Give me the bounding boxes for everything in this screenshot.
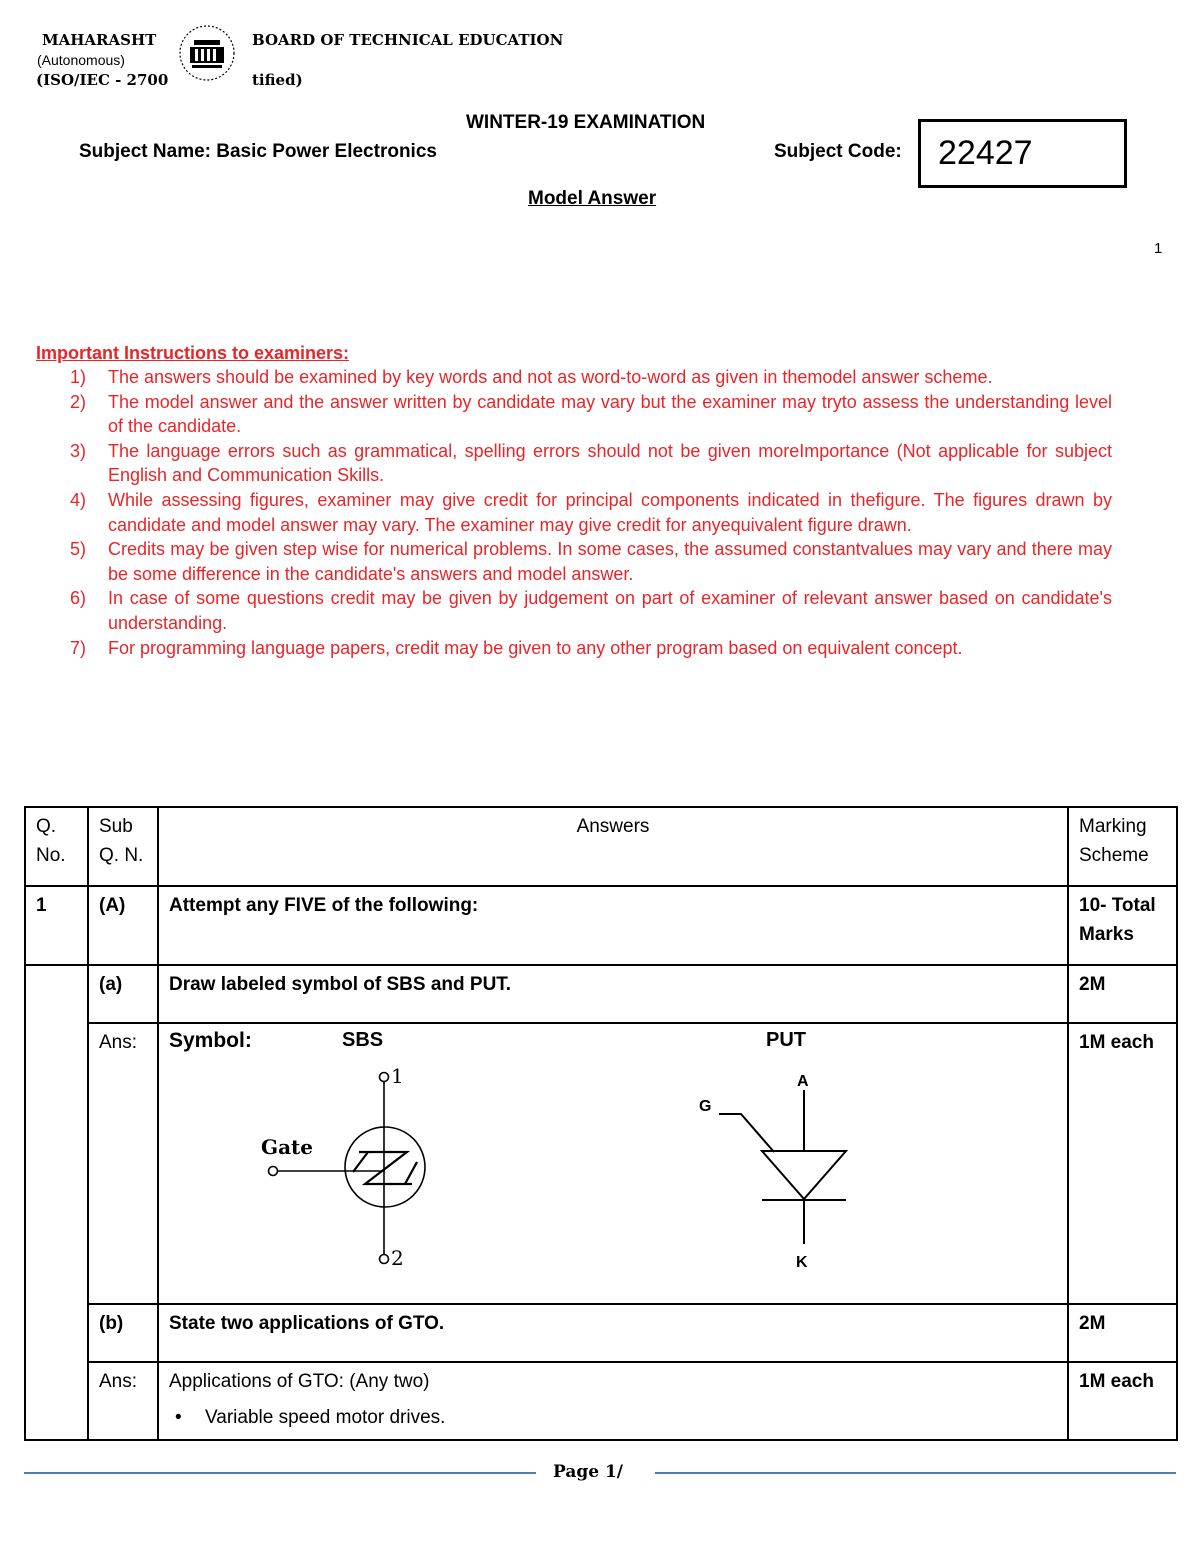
q-number-empty [25, 1304, 88, 1362]
answer-cell [158, 1362, 1068, 1440]
header-answers: Answers [158, 807, 1068, 886]
table-header-row [25, 807, 1177, 886]
instructions-title: Important Instructions to examiners: [36, 343, 350, 363]
sub-question: (a) [88, 965, 158, 1023]
list-item: • Variable speed motor drives. [169, 1403, 1057, 1432]
subject-code-label: Subject Code: [774, 141, 902, 162]
footer-page: Page 1/ [553, 1462, 624, 1482]
put-symbol-icon [689, 1066, 869, 1276]
instructions-block [36, 341, 1112, 660]
footer-divider-left [24, 1472, 536, 1474]
marks: 1M each [1068, 1023, 1177, 1304]
marks: 2M [1068, 1304, 1177, 1362]
sub-question: Ans: [88, 1023, 158, 1304]
instruction-item: 5) Credits may be given step wise for numerical problems. In some cases, the assumed constantvalues may vary and there may be some difference in the candidate's answers and model answer. [70, 539, 1112, 584]
page-number-top: 1 [1154, 240, 1163, 257]
subject-name: Subject Name: Basic Power Electronics [79, 141, 437, 162]
footer-divider-right [655, 1472, 1176, 1474]
instruction-item: 1) The answers should be examined by key words and not as word-to-word as given in themodel answer scheme. [70, 367, 993, 387]
sub-question: Ans: [88, 1362, 158, 1440]
instruction-item: 2) The model answer and the answer written by candidate may vary but the examiner may tryto assess the understanding level of the candidate. [70, 391, 1112, 437]
put-label: PUT [766, 1029, 806, 1051]
sbs-label: SBS [342, 1029, 384, 1051]
instruction-item: 6) In case of some questions credit may be given by judgement on part of examiner of relevant answer based on candidate's understanding. [70, 588, 1112, 633]
sbs-terminal-1: 1 [391, 1064, 404, 1088]
header-q-no: Q. No. [25, 807, 88, 886]
marks: 2M [1068, 965, 1177, 1023]
put-cathode-label: K [796, 1254, 808, 1271]
table-row [25, 886, 1177, 965]
logo-emblem-icon [170, 22, 244, 84]
table-row [25, 1023, 1177, 1304]
header-marking: Marking Scheme [1068, 807, 1177, 886]
marks: 1M each [1068, 1362, 1177, 1440]
exam-title: WINTER-19 EXAMINATION [466, 112, 706, 133]
answer-cell-symbols [158, 1023, 1068, 1304]
sbs-symbol-icon [259, 1062, 469, 1272]
sub-question: (b) [88, 1304, 158, 1362]
put-gate-label: G [699, 1098, 712, 1115]
answer-heading: Applications of GTO: (Any two) [169, 1371, 430, 1392]
put-anode-label: A [797, 1073, 809, 1090]
sub-question: (A) [88, 886, 158, 965]
bullet-icon: • [175, 1407, 182, 1428]
table-row [25, 965, 1177, 1023]
answer-table [24, 806, 1178, 1441]
instruction-item: 7) For programming language papers, credit may be given to any other program based on equivalent concept. [70, 637, 963, 658]
table-row [25, 1304, 1177, 1362]
org-autonomous: (Autonomous) [37, 52, 125, 68]
q-number-empty [25, 1362, 88, 1440]
org-name-right: BOARD OF TECHNICAL EDUCATION [252, 31, 564, 49]
org-iso-right: tified) [252, 71, 303, 89]
model-answer-title: Model Answer [528, 188, 657, 209]
institution-logo [170, 22, 244, 84]
subject-code-box [918, 119, 1127, 188]
org-name-left: MAHARASHT [42, 31, 157, 49]
question-text: Draw labeled symbol of SBS and PUT. [158, 965, 1068, 1023]
q-number: 1 [25, 886, 88, 965]
subject-code: 22427 [938, 134, 1033, 172]
marks: 10- Total Marks [1068, 886, 1177, 965]
sbs-gate-label: Gate [261, 1135, 314, 1159]
org-iso-left: (ISO/IEC - 2700 [36, 71, 169, 89]
instruction-item: 4) While assessing figures, examiner may give credit for principal components indicated in thefigure. The figures drawn by candidate and model answer may vary. The examiner may give credit for anyequivalent figure drawn. [70, 489, 1112, 535]
question-text: State two applications of GTO. [158, 1304, 1068, 1362]
symbol-label: Symbol: [169, 1029, 252, 1052]
q-number-empty [25, 1023, 88, 1304]
q-number-empty [25, 965, 88, 1023]
sbs-terminal-2: 2 [391, 1246, 404, 1270]
question-text: Attempt any FIVE of the following: [158, 886, 1068, 965]
instruction-item: 3) The language errors such as grammatical, spelling errors should not be given moreImportance (Not applicable for subject English and Communication Skills. [70, 440, 1112, 486]
instructions-list [36, 365, 1112, 660]
table-row [25, 1362, 1177, 1440]
header-sub-qn: Sub Q. N. [88, 807, 158, 886]
